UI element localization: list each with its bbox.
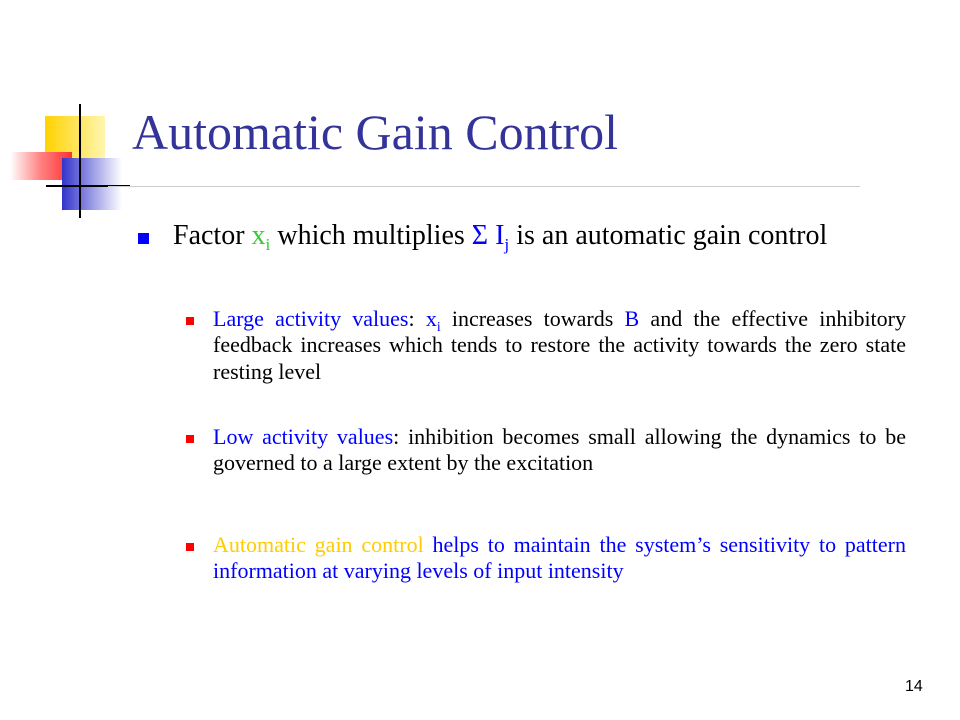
main-bullet-text [173,218,928,254]
blue-square [62,158,122,210]
text-segment: Factor [173,220,252,251]
sigma-symbol: Σ I [471,220,505,251]
subscript-i: i [436,318,441,334]
square-bullet-icon [138,233,149,244]
text-segment: : inhibition becomes small allowing the dynamics to be governed to a large extent by the excitation [213,424,906,476]
square-bullet-icon [186,317,194,325]
sub-bullet-text [213,532,906,585]
text-segment: increases towards [440,306,625,331]
text-segment: : [408,306,426,331]
var-letter: x [251,220,266,251]
square-bullet-icon [186,543,194,551]
subscript-j: j [504,235,510,255]
label-low-activity: Low activity values [213,424,394,449]
var-letter: x [425,306,437,331]
text-segment: is an automatic gain control [509,220,828,251]
variable-x [251,220,271,255]
slide-title: Automatic Gain Control [132,104,619,160]
label-large-activity: Large activity values [213,306,409,331]
sub-bullet-text [213,424,906,477]
sigma-term [471,220,510,255]
text-segment: which multiplies [270,220,472,251]
text-segment: helps to maintain the system’s sensitivity to pattern information at varying levels of input intensity [213,532,906,584]
sub-bullet-low [186,424,906,477]
variable-x [425,306,441,334]
text-segment: and the effective inhibitory feedback increases which tends to restore the activity towards the zero state resting level [213,306,906,384]
sub-bullet-agc [186,532,906,585]
square-bullet-icon [186,435,194,443]
title-divider [108,186,860,187]
page-number: 14 [905,678,923,695]
corner-decoration [0,0,140,220]
sub-bullet-text [213,306,906,385]
main-bullet [138,218,928,254]
variable-b: B [624,306,640,331]
subscript-i: i [265,235,271,255]
label-agc: Automatic gain control [213,532,424,557]
sub-bullet-large [186,306,906,385]
